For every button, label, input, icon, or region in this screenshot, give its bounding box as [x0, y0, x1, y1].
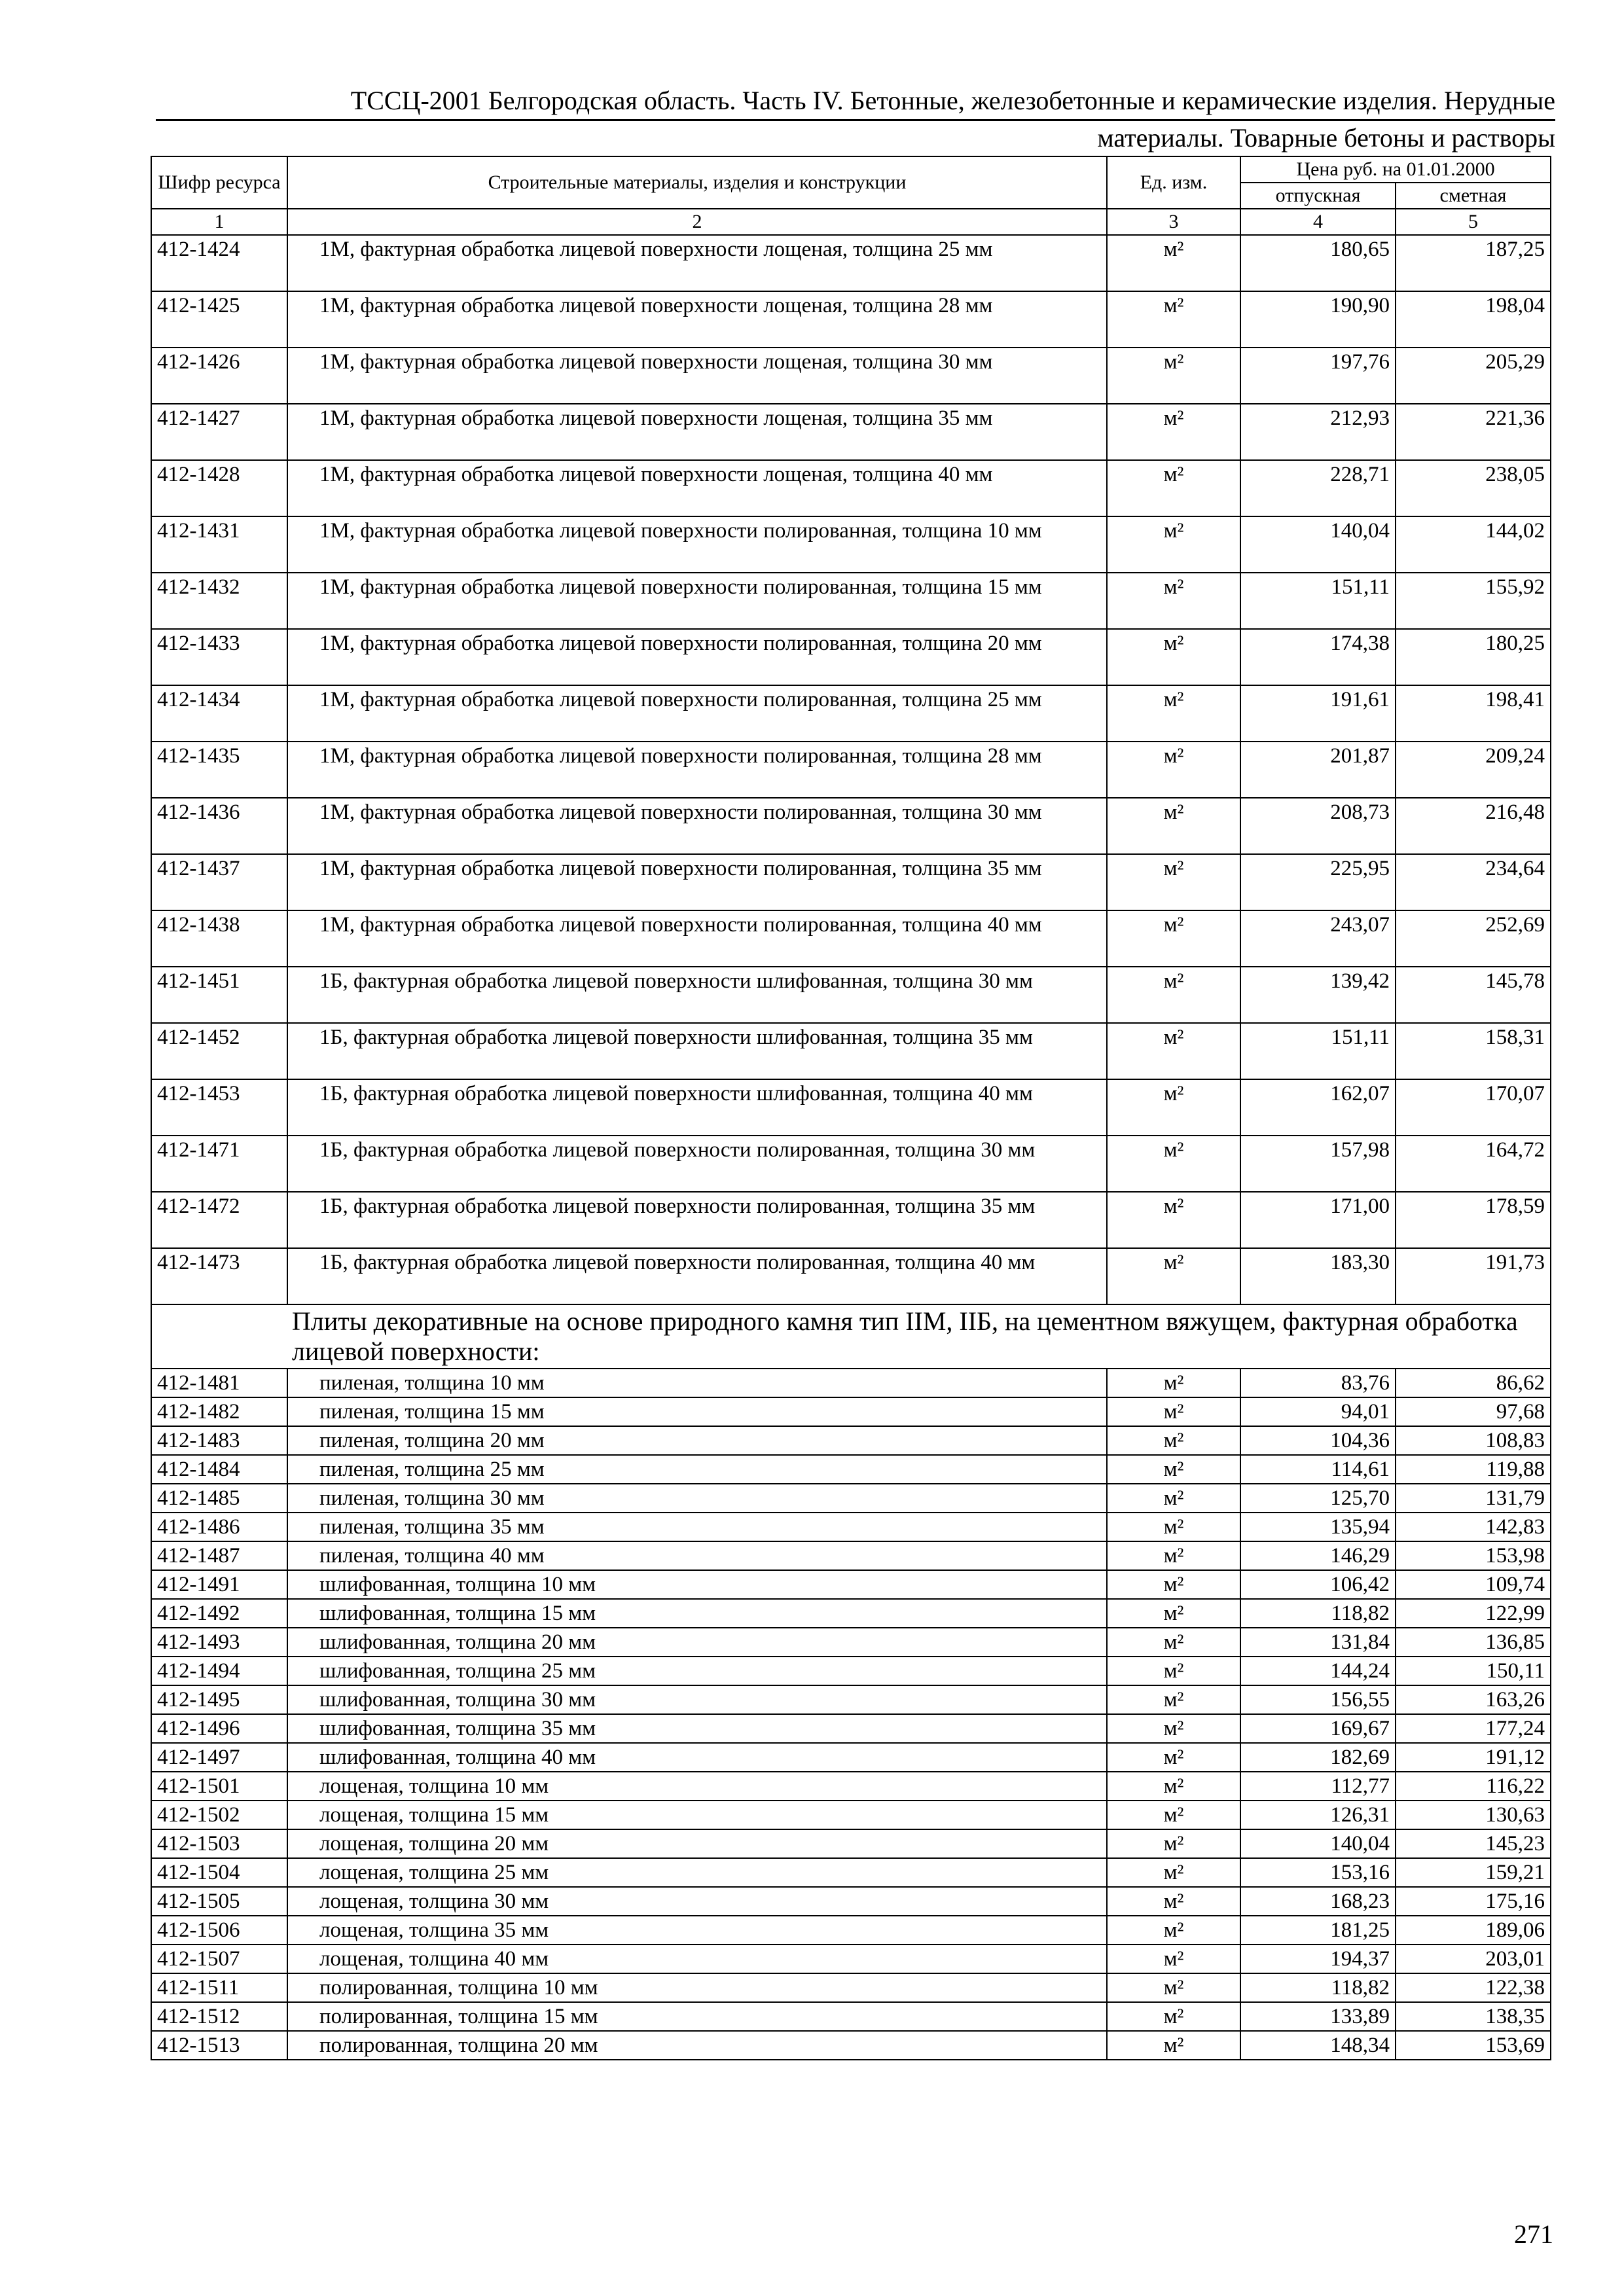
release-price-cell: 106,42	[1240, 1570, 1396, 1599]
unit-cell: м²	[1107, 967, 1240, 1023]
table-row	[151, 629, 1551, 685]
code-cell: 412-1473	[151, 1248, 287, 1304]
col-number-2: 2	[287, 209, 1107, 235]
table-row	[151, 685, 1551, 742]
name-cell: лощеная, толщина 30 мм	[287, 1887, 1107, 1916]
col-number-5: 5	[1396, 209, 1551, 235]
estimate-price-cell: 252,69	[1396, 910, 1551, 967]
release-price-cell: 156,55	[1240, 1685, 1396, 1714]
name-cell: полированная, толщина 20 мм	[287, 2031, 1107, 2060]
table-row	[151, 1945, 1551, 1973]
unit-cell: м²	[1107, 910, 1240, 967]
estimate-price-cell: 138,35	[1396, 2002, 1551, 2031]
release-price-cell: 153,16	[1240, 1858, 1396, 1887]
unit-cell: м²	[1107, 1192, 1240, 1248]
unit-cell: м²	[1107, 348, 1240, 404]
estimate-price-cell: 180,25	[1396, 629, 1551, 685]
code-cell: 412-1504	[151, 1858, 287, 1887]
release-price-cell: 83,76	[1240, 1369, 1396, 1397]
unit-cell: м²	[1107, 1657, 1240, 1685]
table-row	[151, 460, 1551, 516]
estimate-price-cell: 159,21	[1396, 1858, 1551, 1887]
page-header	[156, 84, 1555, 155]
unit-cell: м²	[1107, 629, 1240, 685]
name-cell: 1М, фактурная обработка лицевой поверхности полированная, толщина 20 мм	[287, 629, 1107, 685]
release-price-cell: 112,77	[1240, 1772, 1396, 1801]
code-cell: 412-1436	[151, 798, 287, 854]
estimate-price-cell: 86,62	[1396, 1369, 1551, 1397]
unit-cell: м²	[1107, 1023, 1240, 1079]
table-row	[151, 1714, 1551, 1743]
name-cell: 1Б, фактурная обработка лицевой поверхности шлифованная, толщина 35 мм	[287, 1023, 1107, 1079]
table-row	[151, 1628, 1551, 1657]
estimate-price-cell: 144,02	[1396, 516, 1551, 573]
code-cell: 412-1426	[151, 348, 287, 404]
unit-cell: м²	[1107, 2002, 1240, 2031]
col-header-unit: Ед. изм.	[1107, 156, 1240, 209]
table-row	[151, 1887, 1551, 1916]
unit-cell: м²	[1107, 404, 1240, 460]
name-cell: 1Б, фактурная обработка лицевой поверхности полированная, толщина 35 мм	[287, 1192, 1107, 1248]
name-cell: пиленая, толщина 15 мм	[287, 1397, 1107, 1426]
code-cell: 412-1505	[151, 1887, 287, 1916]
release-price-cell: 212,93	[1240, 404, 1396, 460]
release-price-cell: 104,36	[1240, 1426, 1396, 1455]
code-cell: 412-1433	[151, 629, 287, 685]
table-row	[151, 854, 1551, 910]
name-cell: 1М, фактурная обработка лицевой поверхности лощеная, толщина 35 мм	[287, 404, 1107, 460]
unit-cell: м²	[1107, 291, 1240, 348]
code-cell: 412-1453	[151, 1079, 287, 1136]
unit-cell: м²	[1107, 1599, 1240, 1628]
unit-cell: м²	[1107, 1743, 1240, 1772]
name-cell: пиленая, толщина 40 мм	[287, 1541, 1107, 1570]
col-header-estimate: сметная	[1396, 183, 1551, 209]
table-row	[151, 573, 1551, 629]
estimate-price-cell: 177,24	[1396, 1714, 1551, 1743]
col-number-4: 4	[1240, 209, 1396, 235]
table-row	[151, 516, 1551, 573]
unit-cell: м²	[1107, 1858, 1240, 1887]
code-cell: 412-1497	[151, 1743, 287, 1772]
table-row	[151, 1248, 1551, 1304]
code-cell: 412-1481	[151, 1369, 287, 1397]
price-table	[151, 156, 1551, 2060]
release-price-cell: 114,61	[1240, 1455, 1396, 1484]
unit-cell: м²	[1107, 1887, 1240, 1916]
estimate-price-cell: 238,05	[1396, 460, 1551, 516]
estimate-price-cell: 198,04	[1396, 291, 1551, 348]
name-cell: лощеная, толщина 20 мм	[287, 1829, 1107, 1858]
table-row	[151, 742, 1551, 798]
code-cell: 412-1503	[151, 1829, 287, 1858]
col-number-1: 1	[151, 209, 287, 235]
code-cell: 412-1425	[151, 291, 287, 348]
name-cell: 1Б, фактурная обработка лицевой поверхности шлифованная, толщина 30 мм	[287, 967, 1107, 1023]
release-price-cell: 201,87	[1240, 742, 1396, 798]
release-price-cell: 118,82	[1240, 1599, 1396, 1628]
table-row	[151, 1772, 1551, 1801]
code-cell: 412-1483	[151, 1426, 287, 1455]
release-price-cell: 174,38	[1240, 629, 1396, 685]
estimate-price-cell: 122,38	[1396, 1973, 1551, 2002]
release-price-cell: 194,37	[1240, 1945, 1396, 1973]
name-cell: лощеная, толщина 10 мм	[287, 1772, 1107, 1801]
name-cell: шлифованная, толщина 35 мм	[287, 1714, 1107, 1743]
estimate-price-cell: 221,36	[1396, 404, 1551, 460]
unit-cell: м²	[1107, 1541, 1240, 1570]
code-cell: 412-1495	[151, 1685, 287, 1714]
table-row	[151, 1369, 1551, 1397]
release-price-cell: 182,69	[1240, 1743, 1396, 1772]
estimate-price-cell: 97,68	[1396, 1397, 1551, 1426]
name-cell: лощеная, толщина 25 мм	[287, 1858, 1107, 1887]
name-cell: лощеная, толщина 35 мм	[287, 1916, 1107, 1945]
release-price-cell: 144,24	[1240, 1657, 1396, 1685]
table-row	[151, 1023, 1551, 1079]
release-price-cell: 181,25	[1240, 1916, 1396, 1945]
name-cell: шлифованная, толщина 20 мм	[287, 1628, 1107, 1657]
name-cell: пиленая, толщина 25 мм	[287, 1455, 1107, 1484]
code-cell: 412-1472	[151, 1192, 287, 1248]
code-cell: 412-1487	[151, 1541, 287, 1570]
table-row	[151, 1426, 1551, 1455]
estimate-price-cell: 145,23	[1396, 1829, 1551, 1858]
code-cell: 412-1485	[151, 1484, 287, 1513]
unit-cell: м²	[1107, 742, 1240, 798]
unit-cell: м²	[1107, 460, 1240, 516]
estimate-price-cell: 234,64	[1396, 854, 1551, 910]
code-cell: 412-1424	[151, 235, 287, 291]
estimate-price-cell: 189,06	[1396, 1916, 1551, 1945]
release-price-cell: 118,82	[1240, 1973, 1396, 2002]
code-cell: 412-1501	[151, 1772, 287, 1801]
table-row	[151, 1685, 1551, 1714]
name-cell: 1М, фактурная обработка лицевой поверхности полированная, толщина 28 мм	[287, 742, 1107, 798]
code-cell: 412-1492	[151, 1599, 287, 1628]
name-cell: 1М, фактурная обработка лицевой поверхности полированная, толщина 15 мм	[287, 573, 1107, 629]
table-row	[151, 404, 1551, 460]
estimate-price-cell: 150,11	[1396, 1657, 1551, 1685]
estimate-price-cell: 209,24	[1396, 742, 1551, 798]
unit-cell: м²	[1107, 1570, 1240, 1599]
header-line-1: ТССЦ-2001 Белгородская область. Часть IV. Бетонные, железобетонные и керамические изделия. Нерудные	[156, 84, 1555, 121]
name-cell: 1М, фактурная обработка лицевой поверхности полированная, толщина 35 мм	[287, 854, 1107, 910]
table-body-b	[151, 1369, 1551, 2060]
release-price-cell: 151,11	[1240, 1023, 1396, 1079]
code-cell: 412-1437	[151, 854, 287, 910]
unit-cell: м²	[1107, 685, 1240, 742]
estimate-price-cell: 170,07	[1396, 1079, 1551, 1136]
code-cell: 412-1493	[151, 1628, 287, 1657]
table-row	[151, 1079, 1551, 1136]
table-row	[151, 1192, 1551, 1248]
code-cell: 412-1432	[151, 573, 287, 629]
release-price-cell: 168,23	[1240, 1887, 1396, 1916]
unit-cell: м²	[1107, 1455, 1240, 1484]
code-cell: 412-1471	[151, 1136, 287, 1192]
page-number: 271	[1514, 2219, 1553, 2249]
estimate-price-cell: 164,72	[1396, 1136, 1551, 1192]
estimate-price-cell: 142,83	[1396, 1513, 1551, 1541]
estimate-price-cell: 122,99	[1396, 1599, 1551, 1628]
unit-cell: м²	[1107, 235, 1240, 291]
release-price-cell: 190,90	[1240, 291, 1396, 348]
name-cell: пиленая, толщина 10 мм	[287, 1369, 1107, 1397]
col-header-price: Цена руб. на 01.01.2000	[1240, 156, 1551, 183]
table-row	[151, 2002, 1551, 2031]
release-price-cell: 126,31	[1240, 1801, 1396, 1829]
release-price-cell: 94,01	[1240, 1397, 1396, 1426]
section-heading: Плиты декоративные на основе природного камня тип IIМ, IIБ, на цементном вяжущем, фактурная обработка лицевой поверхности:	[151, 1304, 1551, 1369]
release-price-cell: 151,11	[1240, 573, 1396, 629]
header-line-2: материалы. Товарные бетоны и растворы	[1097, 123, 1555, 152]
unit-cell: м²	[1107, 1973, 1240, 2002]
estimate-price-cell: 191,12	[1396, 1743, 1551, 1772]
table-row	[151, 2031, 1551, 2060]
estimate-price-cell: 145,78	[1396, 967, 1551, 1023]
unit-cell: м²	[1107, 516, 1240, 573]
table-row	[151, 1858, 1551, 1887]
table-row	[151, 1743, 1551, 1772]
release-price-cell: 208,73	[1240, 798, 1396, 854]
estimate-price-cell: 155,92	[1396, 573, 1551, 629]
table-row	[151, 1801, 1551, 1829]
release-price-cell: 183,30	[1240, 1248, 1396, 1304]
name-cell: шлифованная, толщина 25 мм	[287, 1657, 1107, 1685]
table-row	[151, 1973, 1551, 2002]
name-cell: 1М, фактурная обработка лицевой поверхности лощеная, толщина 40 мм	[287, 460, 1107, 516]
release-price-cell: 228,71	[1240, 460, 1396, 516]
code-cell: 412-1484	[151, 1455, 287, 1484]
unit-cell: м²	[1107, 573, 1240, 629]
name-cell: пиленая, толщина 35 мм	[287, 1513, 1107, 1541]
code-cell: 412-1435	[151, 742, 287, 798]
estimate-price-cell: 216,48	[1396, 798, 1551, 854]
unit-cell: м²	[1107, 1484, 1240, 1513]
col-header-code: Шифр ресурса	[151, 156, 287, 209]
table-row	[151, 910, 1551, 967]
name-cell: шлифованная, толщина 10 мм	[287, 1570, 1107, 1599]
code-cell: 412-1438	[151, 910, 287, 967]
name-cell: 1М, фактурная обработка лицевой поверхности лощеная, толщина 25 мм	[287, 235, 1107, 291]
table-row	[151, 291, 1551, 348]
name-cell: пиленая, толщина 20 мм	[287, 1426, 1107, 1455]
unit-cell: м²	[1107, 2031, 1240, 2060]
unit-cell: м²	[1107, 1513, 1240, 1541]
release-price-cell: 139,42	[1240, 967, 1396, 1023]
unit-cell: м²	[1107, 1079, 1240, 1136]
code-cell: 412-1482	[151, 1397, 287, 1426]
table-row	[151, 1397, 1551, 1426]
table-row	[151, 1657, 1551, 1685]
unit-cell: м²	[1107, 854, 1240, 910]
name-cell: 1М, фактурная обработка лицевой поверхности лощеная, толщина 30 мм	[287, 348, 1107, 404]
table-row	[151, 1484, 1551, 1513]
unit-cell: м²	[1107, 1685, 1240, 1714]
table-row	[151, 1916, 1551, 1945]
table-row	[151, 348, 1551, 404]
table-row	[151, 1829, 1551, 1858]
estimate-price-cell: 178,59	[1396, 1192, 1551, 1248]
estimate-price-cell: 153,98	[1396, 1541, 1551, 1570]
name-cell: 1Б, фактурная обработка лицевой поверхности полированная, толщина 30 мм	[287, 1136, 1107, 1192]
estimate-price-cell: 109,74	[1396, 1570, 1551, 1599]
estimate-price-cell: 130,63	[1396, 1801, 1551, 1829]
estimate-price-cell: 175,16	[1396, 1887, 1551, 1916]
code-cell: 412-1512	[151, 2002, 287, 2031]
table-body-a	[151, 235, 1551, 1304]
release-price-cell: 131,84	[1240, 1628, 1396, 1657]
release-price-cell: 197,76	[1240, 348, 1396, 404]
estimate-price-cell: 163,26	[1396, 1685, 1551, 1714]
unit-cell: м²	[1107, 798, 1240, 854]
unit-cell: м²	[1107, 1916, 1240, 1945]
name-cell: 1М, фактурная обработка лицевой поверхности полированная, толщина 30 мм	[287, 798, 1107, 854]
estimate-price-cell: 119,88	[1396, 1455, 1551, 1484]
release-price-cell: 169,67	[1240, 1714, 1396, 1743]
table-row	[151, 1599, 1551, 1628]
name-cell: шлифованная, толщина 15 мм	[287, 1599, 1107, 1628]
code-cell: 412-1452	[151, 1023, 287, 1079]
release-price-cell: 157,98	[1240, 1136, 1396, 1192]
name-cell: шлифованная, толщина 40 мм	[287, 1743, 1107, 1772]
estimate-price-cell: 158,31	[1396, 1023, 1551, 1079]
section-row	[151, 1304, 1551, 1369]
unit-cell: м²	[1107, 1628, 1240, 1657]
name-cell: 1Б, фактурная обработка лицевой поверхности полированная, толщина 40 мм	[287, 1248, 1107, 1304]
release-price-cell: 140,04	[1240, 516, 1396, 573]
release-price-cell: 180,65	[1240, 235, 1396, 291]
code-cell: 412-1486	[151, 1513, 287, 1541]
section-body	[151, 1304, 1551, 1369]
name-cell: 1М, фактурная обработка лицевой поверхности лощеная, толщина 28 мм	[287, 291, 1107, 348]
release-price-cell: 125,70	[1240, 1484, 1396, 1513]
code-cell: 412-1494	[151, 1657, 287, 1685]
name-cell: полированная, толщина 15 мм	[287, 2002, 1107, 2031]
estimate-price-cell: 116,22	[1396, 1772, 1551, 1801]
table-row	[151, 1541, 1551, 1570]
release-price-cell: 148,34	[1240, 2031, 1396, 2060]
release-price-cell: 171,00	[1240, 1192, 1396, 1248]
code-cell: 412-1496	[151, 1714, 287, 1743]
code-cell: 412-1513	[151, 2031, 287, 2060]
table-row	[151, 1570, 1551, 1599]
code-cell: 412-1451	[151, 967, 287, 1023]
unit-cell: м²	[1107, 1714, 1240, 1743]
name-cell: 1Б, фактурная обработка лицевой поверхности шлифованная, толщина 40 мм	[287, 1079, 1107, 1136]
release-price-cell: 225,95	[1240, 854, 1396, 910]
code-cell: 412-1428	[151, 460, 287, 516]
name-cell: шлифованная, толщина 30 мм	[287, 1685, 1107, 1714]
unit-cell: м²	[1107, 1397, 1240, 1426]
release-price-cell: 243,07	[1240, 910, 1396, 967]
name-cell: 1М, фактурная обработка лицевой поверхности полированная, толщина 40 мм	[287, 910, 1107, 967]
unit-cell: м²	[1107, 1772, 1240, 1801]
table-row	[151, 798, 1551, 854]
code-cell: 412-1431	[151, 516, 287, 573]
estimate-price-cell: 191,73	[1396, 1248, 1551, 1304]
unit-cell: м²	[1107, 1248, 1240, 1304]
name-cell: полированная, толщина 10 мм	[287, 1973, 1107, 2002]
code-cell: 412-1506	[151, 1916, 287, 1945]
table-row	[151, 235, 1551, 291]
release-price-cell: 133,89	[1240, 2002, 1396, 2031]
table-row	[151, 967, 1551, 1023]
release-price-cell: 191,61	[1240, 685, 1396, 742]
code-cell: 412-1491	[151, 1570, 287, 1599]
name-cell: 1М, фактурная обработка лицевой поверхности полированная, толщина 10 мм	[287, 516, 1107, 573]
code-cell: 412-1427	[151, 404, 287, 460]
estimate-price-cell: 205,29	[1396, 348, 1551, 404]
unit-cell: м²	[1107, 1136, 1240, 1192]
unit-cell: м²	[1107, 1801, 1240, 1829]
code-cell: 412-1511	[151, 1973, 287, 2002]
code-cell: 412-1434	[151, 685, 287, 742]
table-row	[151, 1455, 1551, 1484]
name-cell: лощеная, толщина 15 мм	[287, 1801, 1107, 1829]
table-row	[151, 1513, 1551, 1541]
estimate-price-cell: 198,41	[1396, 685, 1551, 742]
estimate-price-cell: 153,69	[1396, 2031, 1551, 2060]
unit-cell: м²	[1107, 1369, 1240, 1397]
code-cell: 412-1502	[151, 1801, 287, 1829]
unit-cell: м²	[1107, 1829, 1240, 1858]
col-number-3: 3	[1107, 209, 1240, 235]
unit-cell: м²	[1107, 1426, 1240, 1455]
name-cell: 1М, фактурная обработка лицевой поверхности полированная, толщина 25 мм	[287, 685, 1107, 742]
estimate-price-cell: 131,79	[1396, 1484, 1551, 1513]
col-header-name: Строительные материалы, изделия и конструкции	[287, 156, 1107, 209]
name-cell: лощеная, толщина 40 мм	[287, 1945, 1107, 1973]
estimate-price-cell: 187,25	[1396, 235, 1551, 291]
estimate-price-cell: 108,83	[1396, 1426, 1551, 1455]
estimate-price-cell: 203,01	[1396, 1945, 1551, 1973]
col-header-release: отпускная	[1240, 183, 1396, 209]
name-cell: пиленая, толщина 30 мм	[287, 1484, 1107, 1513]
code-cell: 412-1507	[151, 1945, 287, 1973]
release-price-cell: 135,94	[1240, 1513, 1396, 1541]
release-price-cell: 162,07	[1240, 1079, 1396, 1136]
release-price-cell: 140,04	[1240, 1829, 1396, 1858]
estimate-price-cell: 136,85	[1396, 1628, 1551, 1657]
table-row	[151, 1136, 1551, 1192]
release-price-cell: 146,29	[1240, 1541, 1396, 1570]
unit-cell: м²	[1107, 1945, 1240, 1973]
